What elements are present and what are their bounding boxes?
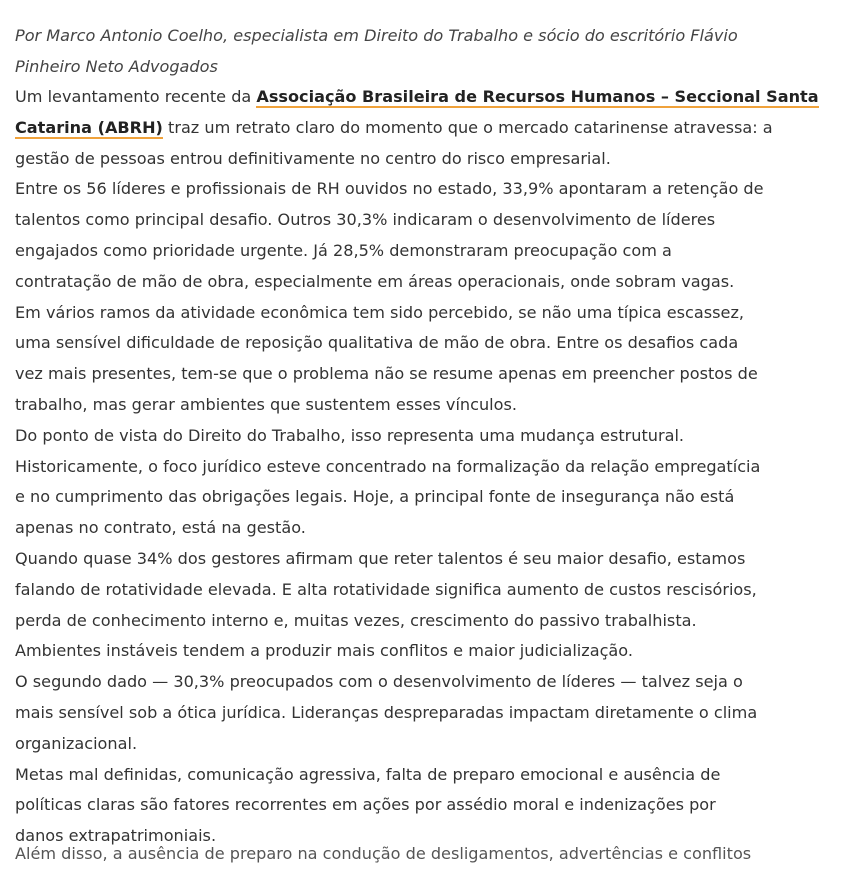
paragraph-labor-scarcity: Em vários ramos da atividade econômica tem sido percebido, se não uma típica escassez, uma sensível dificuldade de reposição qualitativa de mão de obra. Entre os desafios cada vez mais presentes, tem-se que o problema não se resume apenas em preencher postos de trabalho, mas gerar ambientes que sustentem esses vínculos.	[15, 302, 758, 414]
article-body	[15, 20, 845, 852]
paragraph-leadership: O segundo dado — 30,3% preocupados com o desenvolvimento de líderes — talvez seja o mais sensível sob a ótica jurídica. Lideranças despreparadas impactam diretamente o clima organizacional.	[15, 672, 758, 753]
author-byline: Por Marco Antonio Coelho, especialista em Direito do Trabalho e sócio do escritório Flávio Pinheiro Neto Advogados	[15, 26, 738, 76]
paragraph-labor-law-shift: Do ponto de vista do Direito do Trabalho, isso representa uma mudança estrutural. Historicamente, o foco jurídico esteve concentrado na formalização da relação empregatícia e no cumprimento das obrigações legais. Hoje, a principal fonte de insegurança não está apenas no contrato, está na gestão.	[15, 425, 761, 538]
paragraph-harassment-factors: Metas mal definidas, comunicação agressiva, falta de preparo emocional e ausência de políticas claras são fatores recorrentes em ações por assédio moral e indenizações por danos extrapatrimoniais.	[15, 764, 721, 846]
cut-off-line	[0, 844, 857, 863]
intro-paragraph	[15, 82, 845, 174]
intro-text-before-link: Um levantamento recente da	[15, 87, 257, 106]
paragraph-retention-stats: Entre os 56 líderes e profissionais de RH ouvidos no estado, 33,9% apontaram a retenção de talentos como principal desafio. Outros 30,3% indicaram o desenvolvimento de líderes engajados como prioridade urgente. Já 28,5% demonstraram preocupação com a contratação de mão de obra, especialmente em áreas operacionais, onde sobram vagas.	[15, 179, 764, 291]
abrh-link[interactable]: Associação Brasileira de Recursos Humanos – Seccional Santa Catarina (ABRH)	[15, 87, 819, 137]
paragraph-turnover: Quando quase 34% dos gestores afirmam que reter talentos é seu maior desafio, estamos falando de rotatividade elevada. E alta rotatividade significa aumento de custos rescisórios, perda de conhecimento interno e, muitas vezes, crescimento do passivo trabalhista. Ambientes instáveis tendem a produzir mais conflitos e maior judicialização.	[15, 548, 757, 661]
cut-off-line-text: Além disso, a ausência de preparo na condução de desligamentos, advertências e conflitos	[15, 844, 752, 863]
intro-text-after-link: traz um retrato claro do momento que o mercado catarinense atravessa: a gestão de pessoas entrou definitivamente no centro do risco empresarial.	[15, 117, 773, 168]
